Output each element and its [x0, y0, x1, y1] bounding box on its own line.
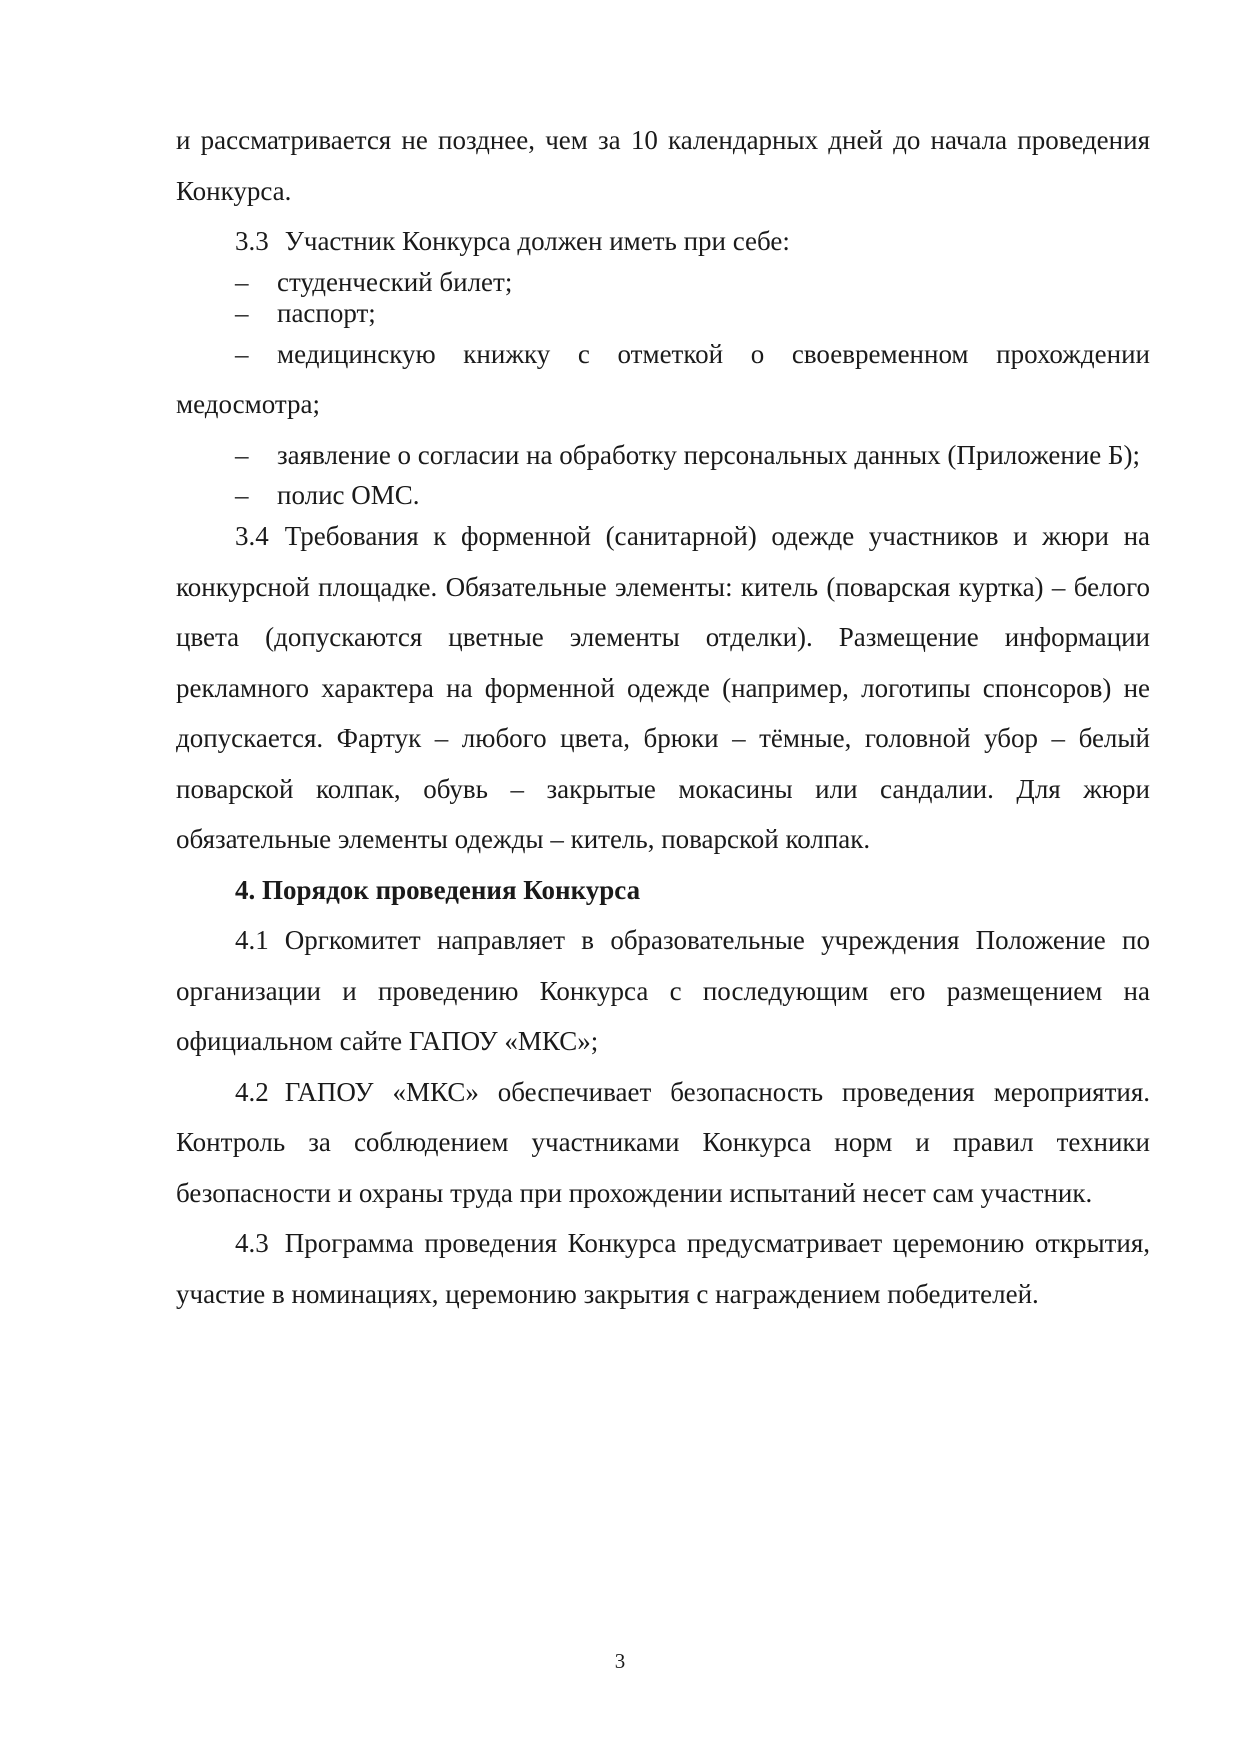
dash-bullet: –: [235, 297, 249, 328]
list-item-text: медицинскую книжку с отметкой о своевременном прохождении медосмотра;: [176, 338, 1150, 419]
paragraph-text: Участник Конкурса должен иметь при себе:: [284, 226, 790, 256]
dash-bullet: –: [235, 338, 249, 369]
list-item: [176, 267, 1150, 298]
paragraph-text: Требования к форменной (санитарной) одежде участников и жюри на конкурсной площадке. Обязательные элементы: китель (поварская куртка) – белого цвета (допускаются цветные элементы отделки). Размещение информации рекламного характера на форменной одежде (например, логотипы спонсоров) не допускается. Фартук – любого цвета, брюки – тёмные, головной убор – белый поварской колпак, обувь – закрытые мокасины или сандалии. Для жюри обязательные элементы одежды – китель, поварской колпак.: [176, 521, 1150, 854]
list-item: [176, 480, 1150, 511]
list-item: [176, 298, 1150, 329]
list-item-text: паспорт;: [277, 297, 376, 328]
paragraph-number: 4.2: [235, 1076, 269, 1107]
section-heading: 4. Порядок проведения Конкурса: [235, 874, 641, 905]
paragraph-text: ГАПОУ «МКС» обеспечивает безопасность проведения мероприятия. Контроль за соблюдением участниками Конкурса норм и правил техники безопасности и охраны труда при прохождении испытаний несет сам участник.: [176, 1076, 1150, 1208]
paragraph-text: Оргкомитет направляет в образовательные учреждения Положение по организации и проведению Конкурса с последующим его размещением на официальном сайте ГАПОУ «МКС»;: [176, 925, 1150, 1056]
paragraph-text: Программа проведения Конкурса предусматривает церемонию открытия, участие в номинациях, церемонию закрытия с награждением победителей.: [176, 1228, 1150, 1309]
paragraph-number: 3.3: [235, 226, 269, 256]
list-item-text: заявление о согласии на обработку персональных данных (Приложение Б);: [277, 439, 1141, 470]
paragraph-3-4: [176, 511, 1150, 865]
list-item-text: студенческий билет;: [277, 266, 513, 297]
list-item-text: полис ОМС.: [277, 480, 420, 510]
dash-bullet: –: [235, 439, 249, 470]
paragraph-4-1: [176, 915, 1150, 1067]
body-text: [176, 115, 1150, 1319]
dash-bullet: –: [235, 480, 249, 510]
paragraph-3-3: [176, 216, 1150, 267]
page-number: 3: [614, 1649, 626, 1673]
paragraph-number: 4.1: [235, 925, 269, 955]
paragraph-number: 3.4: [235, 521, 269, 551]
paragraph-continuation: и рассматривается не позднее, чем за 10 календарных дней до начала проведения Конкурса.: [176, 125, 1150, 206]
dash-bullet: –: [235, 266, 249, 297]
paragraph-4-2: [176, 1067, 1150, 1219]
paragraph-4-3: [176, 1218, 1150, 1319]
paragraph-number: 4.3: [235, 1228, 269, 1258]
list-item: [176, 329, 1150, 430]
list-item: [176, 430, 1150, 481]
